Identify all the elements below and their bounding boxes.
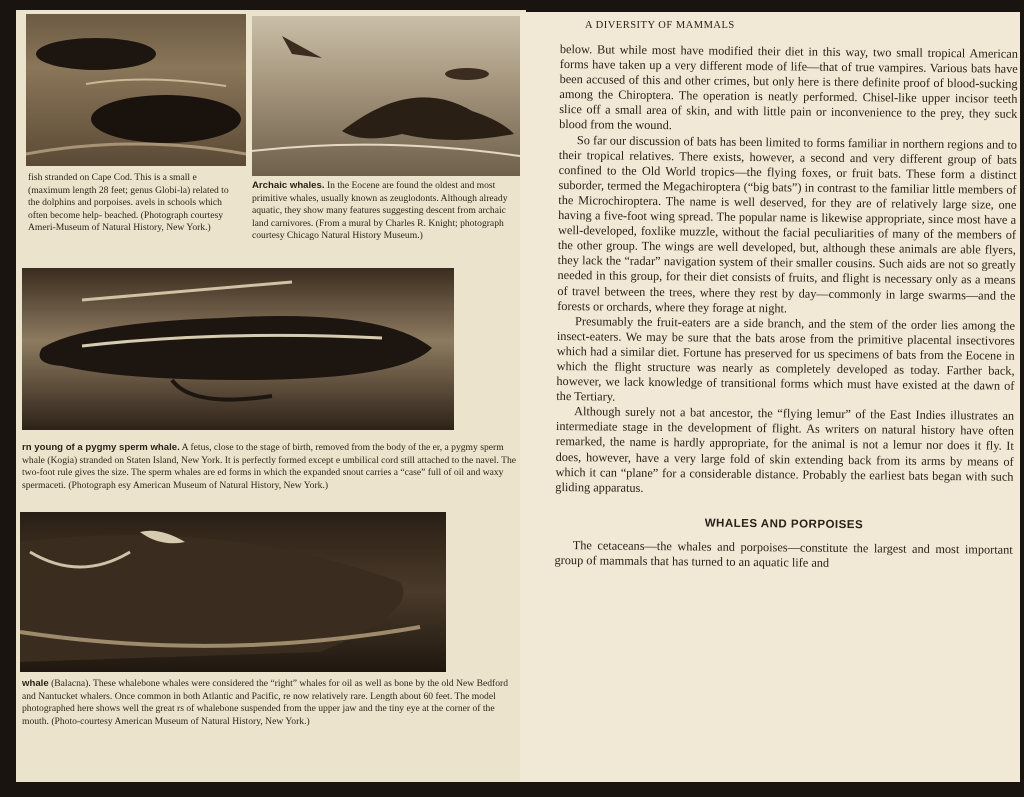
pygmy-sperm-whale-caption (22, 442, 518, 492)
archaic-whales-caption (252, 180, 520, 243)
archaic-whales-text: In the Eocene are found the oldest and most primitive whales, usually known as zeuglodonts. Although already aquatic, they show many features suggesting descent from archaic land carnivores. (From a mural by Charles R. Knight; photograph courtesy Chicago Natural History Museum.) (252, 180, 508, 242)
archaic-whales-title: Archaic whales. (252, 180, 325, 191)
right-whale-caption (22, 678, 518, 728)
paragraph: Although surely not a bat ancestor, the “flying lemur” of the East Indies illustrates an intermediate stage in the development of flight. As writers on natural history have often remarked, the name is hardly appropriate, for the animal is not a lemur nor does it fly. It does, however, have a very large fold of skin extending back from its arms by means of which it can “plane” for a considerable distance. Probably the earliest bats began with such gliding apparatus. (555, 404, 1015, 495)
right-whale-photo (20, 512, 446, 672)
paragraph: Presumably the fruit-eaters are a side branch, and the stem of the order lies among the insect-eaters. We may be sure that the bats arose from the primitive placental insectivores which had a similar diet. Fortune has preserved for us specimens of bats from the Eocene in which the flight structure was nearly as completely developed as today. Farther back, however, we lack knowledge of transitional forms which must have existed at the dawn of the Tertiary. (556, 313, 1016, 404)
blackfish-photo (26, 14, 246, 166)
left-page (16, 10, 526, 782)
right-whale-text: (Balacna). These whalebone whales were considered the “right” whales for oil as well as bone by the old New Bedford and Nantucket whalers. Once common in both Atlantic and Pacific, re now relatively rare. Length about 60 feet. The model photographed here shows well the great rs of whalebone suspended from the upper jaw and the tiny eye at the corner of the mouth. (Photo-courtesy American Museum of Natural History, New York.) (22, 678, 509, 727)
archaic-whales-photo (252, 16, 520, 176)
pygmy-sperm-whale-photo (22, 268, 454, 430)
blackfish-caption: fish stranded on Cape Cod. This is a small e (maximum length 28 feet; genus Globi-la) related to the dolphins and porpoises. avels in schools which often become help- beached. (Photograph courtesy Ameri-Museum of Natural History, New York.) (28, 172, 229, 234)
paragraph: below. But while most have modified their diet in this way, two small tropical American forms have taken up a very different mode of life—that of true vampires. Various bats have been accused of this and other crimes, but only here is there definite proof of blood-sucking among the Chiroptera. The operation is neatly performed. Chisel-like upper incisor teeth slice off a small area of skin, and with little pain or inconvenience to the prey, they suck blood from the wound. (559, 42, 1018, 133)
section-heading: WHALES AND PORPOISES (704, 517, 864, 532)
running-head: A DIVERSITY OF MAMMALS (585, 20, 735, 31)
right-page (520, 12, 1020, 782)
paragraph: The cetaceans—the whales and porpoises—constitute the largest and most important group of mammals that has turned to an aquatic life and (554, 538, 1013, 570)
paragraph: So far our discussion of bats has been limited to forms familiar in northern regions and to their tropical relatives. There exists, however, a second and very different group of bats confined to the Old World tropics—the flying foxes, or fruit bats. These form a distinct suborder, termed the Megachiroptera (“big bats”) in contrast to the familiar little members of the Microchiroptera. The name is well deserved, for they are of relatively large size, one having a five-foot wing spread. The popular name is likewise appropriate, since most have a well-developed, foxlike muzzle, without the facial peculiarities of many of the members of the other group. The wings are well developed, but, although these animals are able flyers, they lack the “radar” navigation system of their smaller cousins. Such aids are not so greatly needed in this group, for their diet consists of fruits, and flight is necessary only as a means of travel between the trees, where they rest by day—commonly in large swarms—and the forests or orchards, where they forage at night. (557, 132, 1018, 315)
pygmy-sperm-whale-title: rn young of a pygmy sperm whale. (22, 442, 180, 453)
body-text (554, 42, 1017, 573)
pygmy-sperm-whale-text: A fetus, close to the stage of birth, removed from the body of the er, a pygmy sperm whale (Kogia) stranded on Staten Island, New York. It is perfectly formed except e umbilical cord still attached to the navel. The two-foot rule gives the size. The sperm whales are ed forms in which the expanded snout carries a “case” full of oil and waxy spermaceti. (Photograph esy American Museum of Natural History, New York.) (22, 442, 517, 491)
right-whale-title: whale (22, 678, 49, 689)
